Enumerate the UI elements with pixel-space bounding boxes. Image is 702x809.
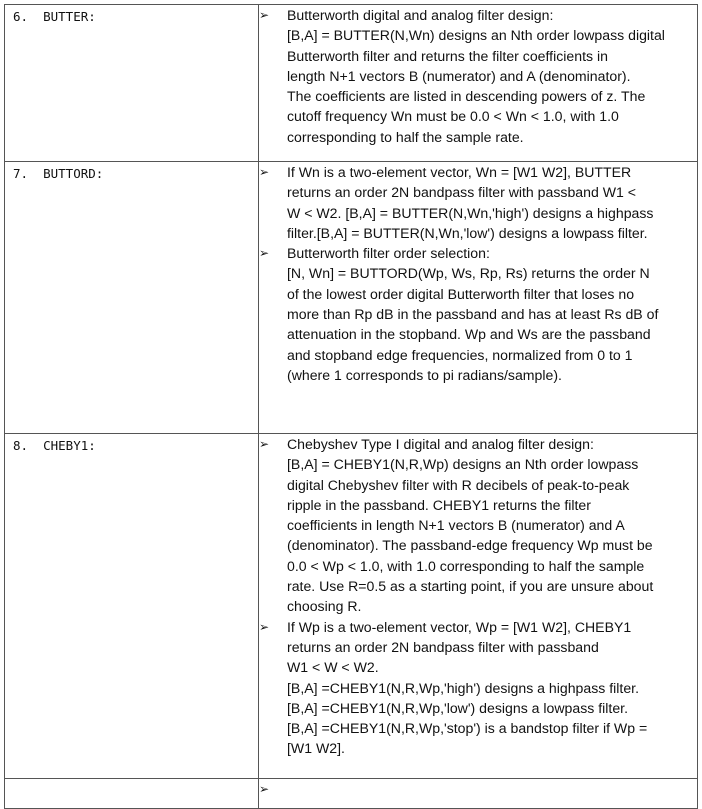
- bullet-item: [259, 5, 697, 147]
- arrow-bullet-icon: ➢: [259, 437, 270, 451]
- table-row: [5, 162, 698, 434]
- bullet-item: [259, 617, 697, 759]
- arrow-bullet-icon: ➢: [259, 165, 270, 179]
- function-label-cell: [5, 162, 259, 434]
- function-label: 6. BUTTER:: [13, 9, 96, 24]
- bullet-text: If Wp is a two-element vector, Wp = [W1 W2], CHEBY1 returns an order 2N bandpass filter with passband W1 < W < W2. [B,A] =CHEBY1(N,R,Wp,'high') designs a highpass filter. [B,A] =CHEBY1(N,R,Wp,'low') designs a lowpass filter. [B,A] =CHEBY1(N,R,Wp,'stop') is a bandstop filter if Wp = [W1 W2].: [287, 618, 648, 757]
- table-row: [5, 5, 698, 162]
- bullet-text: Chebyshev Type I digital and analog filter design: [B,A] = CHEBY1(N,R,Wp) designs an Nth order lowpass digital Chebyshev filter with R decibels of peak-to-peak ripple in the passband. CHEBY1 returns the filter coefficients in length N+1 vectors B (numerator) and A (denominator). The passband-edge frequency Wp must be 0.0 < Wp < 1.0, with 1.0 corresponding to half the sample rate. Use R=0.5 as a starting point, if you are unsure about choosing R.: [287, 436, 654, 615]
- bullet-text: Butterworth filter order selection: [N, Wn] = BUTTORD(Wp, Ws, Rp, Rs) returns the order N of the lowest order digital Butterworth filter that loses no more than Rp dB in the passband and has at least Rs dB of attenuation in the stopband. Wp and Ws are the passband and stopband edge frequencies, normalized from 0 to 1 (where 1 corresponds to pi radians/sample).: [287, 245, 659, 383]
- bullet-text: Butterworth digital and analog filter design: [B,A] = BUTTER(N,Wn) designs an Nth order lowpass digital Butterworth filter and returns the filter coefficients in length N+1 vectors B (numerator) and A (denominator). The coefficients are listed in descending powers of z. The cutoff frequency Wn must be 0.0 < Wn < 1.0, with 1.0 corresponding to half the sample rate.: [287, 7, 665, 145]
- bullet-item: [259, 434, 697, 617]
- function-label-cell: [5, 5, 259, 162]
- description-cell: [259, 434, 698, 779]
- function-label: 7. BUTTORD:: [13, 166, 104, 181]
- function-table: [4, 4, 698, 809]
- table-row: [5, 779, 698, 809]
- bullet-text: If Wn is a two-element vector, Wn = [W1 W2], BUTTER returns an order 2N bandpass filter with passband W1 < W < W2. [B,A] = BUTTER(N,Wn,'high') designs a highpass filter.[B,A] = BUTTER(N,Wn,'low') designs a lowpass filter.: [287, 164, 654, 241]
- bullet-item: [259, 779, 697, 799]
- arrow-bullet-icon: ➢: [259, 8, 270, 22]
- bullet-item: [259, 243, 697, 385]
- arrow-bullet-icon: ➢: [259, 246, 270, 261]
- function-label-cell: [5, 779, 259, 809]
- table-row: [5, 434, 698, 779]
- arrow-bullet-icon: ➢: [259, 782, 270, 796]
- function-label: 8. CHEBY1:: [13, 438, 96, 453]
- arrow-bullet-icon: ➢: [259, 619, 270, 634]
- function-label-cell: [5, 434, 259, 779]
- description-cell: [259, 162, 698, 434]
- description-cell: [259, 779, 698, 809]
- bullet-item: [259, 162, 697, 243]
- description-cell: [259, 5, 698, 162]
